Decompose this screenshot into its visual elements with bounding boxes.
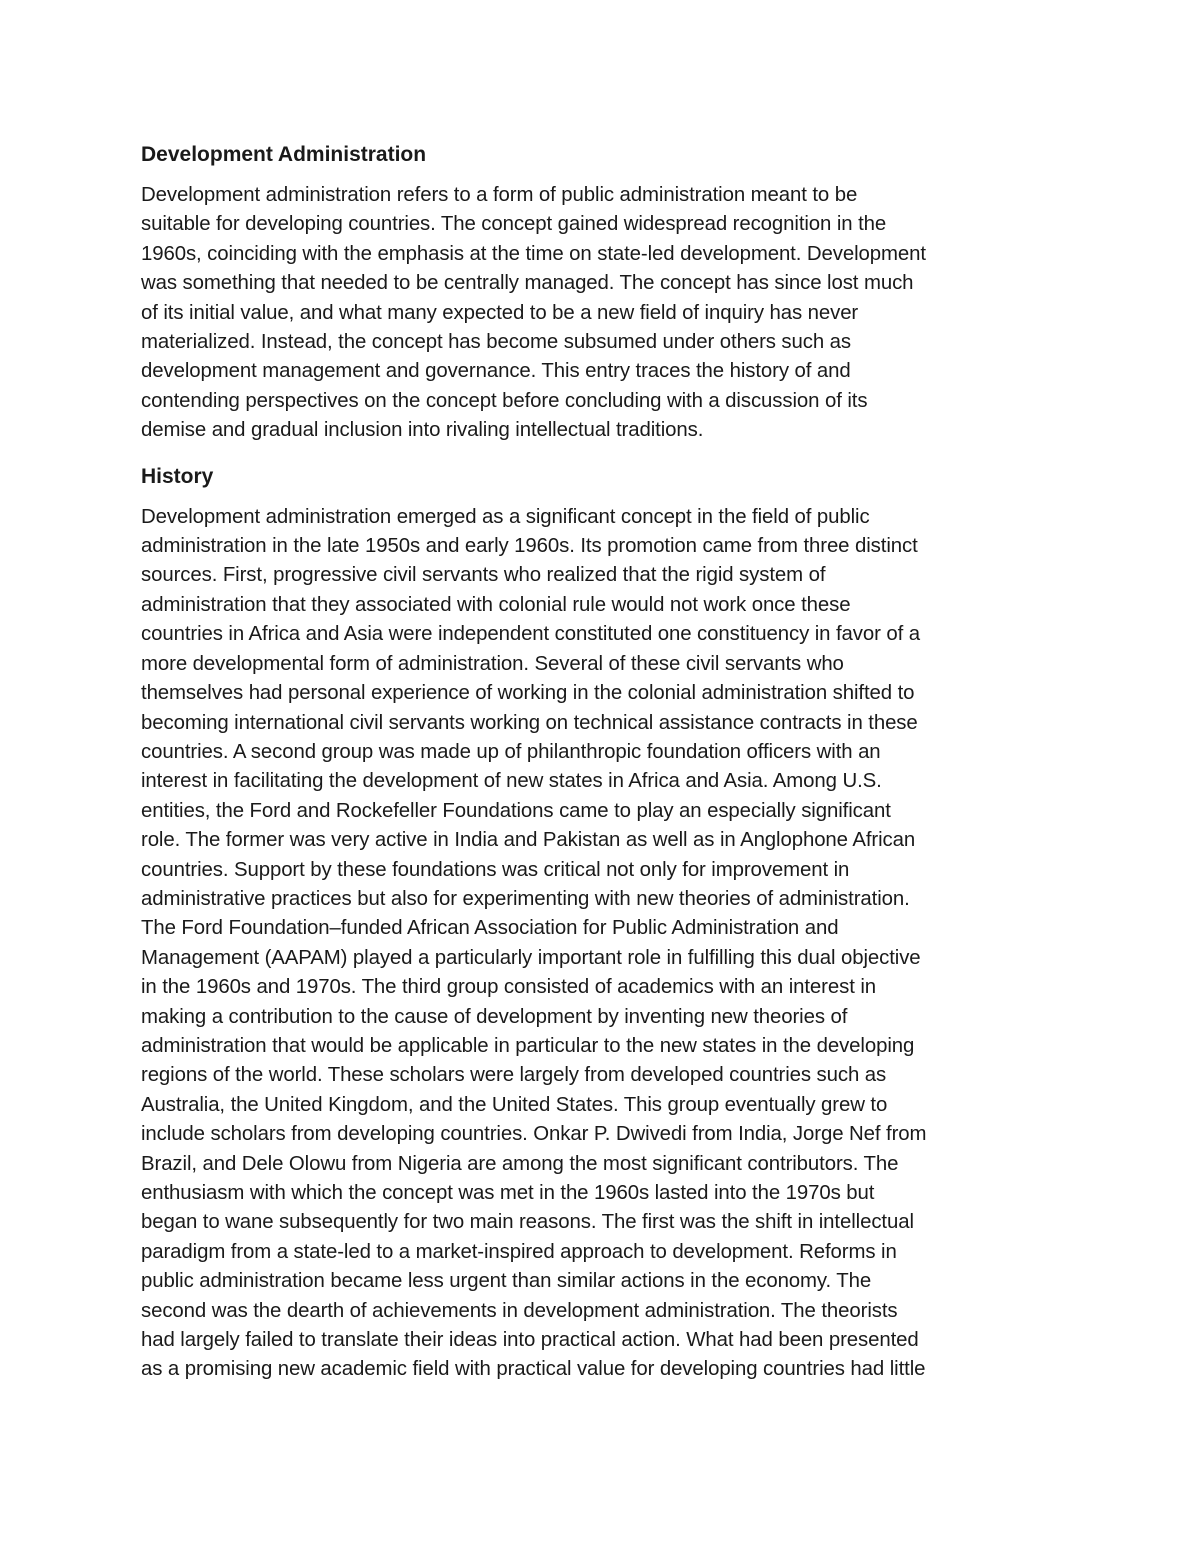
history-line: paradigm from a state-led to a market-inspired approach to development. Reforms in [141,1240,897,1263]
history-line: second was the dearth of achievements in development administration. The theorists [141,1299,898,1322]
intro-line: of its initial value, and what many expected to be a new field of inquiry has never [141,301,859,324]
intro-line: demise and gradual inclusion into rivaling intellectual traditions. [141,419,704,442]
history-line: entities, the Ford and Rockefeller Foundations came to play an especially significant [141,799,891,822]
history-line: administration that they associated with colonial rule would not work once these [141,593,851,616]
history-line: countries in Africa and Asia were independent constituted one constituency in favor of a [141,623,920,646]
history-line: countries. A second group was made up of philanthropic foundation officers with an [141,740,881,763]
history-line: regions of the world. These scholars were largely from developed countries such as [141,1064,887,1087]
intro-paragraph [141,181,1059,446]
history-line: in the 1960s and 1970s. The third group consisted of academics with an interest in [141,976,877,999]
history-line: had largely failed to translate their ideas into practical action. What had been presented [141,1329,919,1352]
history-line: enthusiasm with which the concept was met in the 1960s lasted into the 1970s but [141,1182,875,1204]
history-paragraph [141,503,1059,1385]
history-line: Brazil, and Dele Olowu from Nigeria are among the most significant contributors. The [141,1152,899,1175]
history-line: making a contribution to the cause of development by inventing new theories of [141,1005,848,1028]
history-line: becoming international civil servants working on technical assistance contracts in these [141,711,918,734]
history-line: administration in the late 1950s and early 1960s. Its promotion came from three distinct [141,535,918,558]
history-heading: History [141,464,214,488]
history-line: role. The former was very active in India and Pakistan as well as in Anglophone African [141,829,916,852]
history-line: include scholars from developing countries. Onkar P. Dwivedi from India, Jorge Nef from [141,1123,927,1146]
history-line: interest in facilitating the development of new states in Africa and Asia. Among U.S. [141,770,882,793]
history-line: countries. Support by these foundations was critical not only for improvement in [141,858,850,881]
intro-line: materialized. Instead, the concept has become subsumed under others such as [141,331,851,354]
history-line: Management (AAPAM) played a particularly important role in fulfilling this dual objective [141,946,921,969]
document-title: Development Administration [141,143,427,166]
history-line: Australia, the United Kingdom, and the United States. This group eventually grew to [141,1093,888,1116]
history-line: as a promising new academic field with practical value for developing countries had little [141,1358,926,1381]
history-line: public administration became less urgent than similar actions in the economy. The [141,1270,872,1293]
intro-line: contending perspectives on the concept before concluding with a discussion of its [141,389,868,412]
document-page [141,140,1059,1385]
history-line: themselves had personal experience of working in the colonial administration shifted to [141,682,915,705]
history-line: began to wane subsequently for two main reasons. The first was the shift in intellectual [141,1211,914,1234]
intro-line: suitable for developing countries. The concept gained widespread recognition in the [141,213,887,236]
history-line: The Ford Foundation–funded African Association for Public Administration and [141,917,839,940]
intro-line: was something that needed to be centrally managed. The concept has since lost much [141,272,914,295]
history-line: administrative practices but also for experimenting with new theories of administration. [141,887,910,910]
intro-line: Development administration refers to a form of public administration meant to be [141,184,858,206]
history-line: sources. First, progressive civil servants who realized that the rigid system of [141,564,826,587]
history-line: administration that would be applicable in particular to the new states in the developing [141,1034,915,1057]
intro-line: 1960s, coinciding with the emphasis at the time on state-led development. Development [141,242,926,265]
history-line: Development administration emerged as a significant concept in the field of public [141,505,870,528]
history-line: more developmental form of administration. Several of these civil servants who [141,652,844,675]
intro-line: development management and governance. This entry traces the history of and [141,360,851,383]
